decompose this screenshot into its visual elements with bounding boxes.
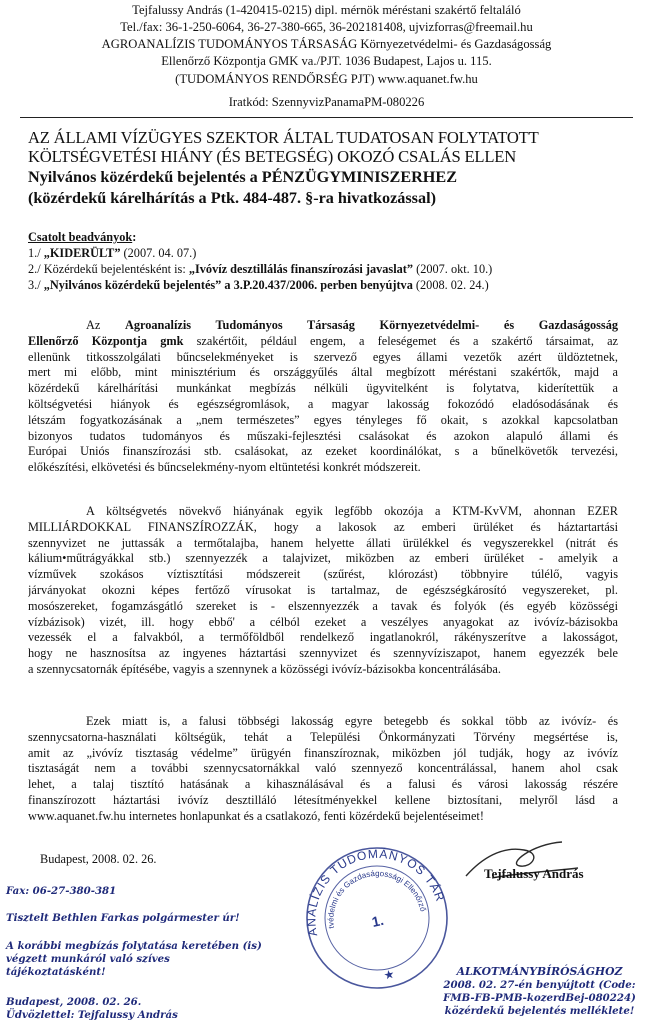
title-line-1: AZ ÁLLAMI VÍZÜGYES SZEKTOR ÁLTAL TUDATOSAN FOLYTATOTT bbox=[28, 128, 539, 147]
attachments-heading-text: Csatolt beadványok bbox=[28, 230, 133, 244]
handwritten-message-line-1: A korábbi megbízás folytatása keretében (is) bbox=[6, 940, 262, 952]
header-line-contact: Tel./fax: 36-1-250-6064, 36-27-380-665, 36-202181408, ujvizforras@freemail.hu bbox=[120, 20, 533, 34]
header-line-organization: AGROANALÍZIS TUDOMÁNYOS TÁRSASÁG Környezetvédelmi- és Gazdaságosság bbox=[101, 37, 552, 51]
paragraph-line bbox=[28, 334, 618, 350]
paragraph-line: mosószereket, fogamzásgátló szereket is - elszennyezzék a tavak és folyók (és egyéb közösségi bbox=[28, 598, 618, 613]
body-paragraph-2 bbox=[28, 504, 618, 678]
paragraph-line bbox=[28, 318, 618, 334]
subtitle-line-2: (közérdekű kárelhárítás a Ptk. 484-487. §-ra hivatkozással) bbox=[28, 189, 436, 207]
paragraph-line: Európai Uniós finanszírozási stb. csalásokat, az ezeket koordinálókat, s a bűnelkövetők tervezési, bbox=[28, 444, 618, 459]
handwritten-court-line-3: FMB-FB-PMB-kozerdBej-080224) bbox=[443, 992, 636, 1004]
header-divider bbox=[20, 117, 633, 118]
body-paragraph-1 bbox=[28, 318, 618, 476]
attachment-item-2 bbox=[28, 262, 492, 278]
attachments-heading bbox=[28, 230, 136, 246]
attachment-item-3-date: (2008. 02. 24.) bbox=[412, 278, 489, 292]
attachment-item-1-date: (2007. 04. 07.) bbox=[120, 246, 197, 260]
handwritten-date: Budapest, 2008. 02. 26. bbox=[6, 996, 142, 1008]
signature-name: Tejfalussy András bbox=[484, 866, 584, 881]
attachment-item-2-title: „Ivóvíz desztillálás finanszírozási javaslat” bbox=[188, 262, 414, 276]
paragraph-line: lehet, a talaj tisztító hatásának a kihasználásával és a falusi és városi lakosság részére bbox=[28, 777, 618, 792]
handwritten-regards: Üdvözlettel: Tejfalussy András bbox=[6, 1009, 178, 1021]
attachment-item-2-date: (2007. okt. 10.) bbox=[413, 262, 493, 276]
paragraph-line: járványokat okozni képes fertőző vírusokat is tartalmaz, de egészségkárosító vegyszereket, pl. bbox=[28, 582, 618, 597]
paragraph-line: szennycsatorna-használati költségük, tehát a Települési Önkormányzati Törvény megsértése is, bbox=[28, 729, 618, 744]
header-line-document-code: Iratkód: SzennyvizPanamaPM-080226 bbox=[228, 95, 425, 109]
paragraph-line: ellenünk titkosszolgálati bűncselekményeket is szervező egyes állami vezetők azért üldöztetnek, bbox=[28, 349, 618, 364]
paragraph-line: amit az „ivóvíz tisztaság védelme” ürügyén finanszíroznak, miközben jól tudják, hogy az ivóvíz bbox=[28, 745, 618, 760]
handwritten-court-line-4: közérdekű bejelentés melléklete! bbox=[444, 1005, 635, 1017]
paragraph-line: kálium•műtrágyákkal stb.) szennyezzék a talajvizet, miközben az emberi ürüléket - amelyik a bbox=[28, 551, 618, 566]
paragraph-line: a szennycsatornák építésébe, vagyis a szennynek a közösségi ivóvíz-bázisokba koncentrálásába. bbox=[28, 661, 501, 676]
paragraph-line: Ezek miatt is, a falusi többségi lakosság egyre betegebb és sokkal több az ivóvíz- és bbox=[86, 714, 618, 728]
title-line-2: KÖLTSÉGVETÉSI HIÁNY (ÉS BETEGSÉG) OKOZÓ CSALÁS ELLEN bbox=[28, 147, 516, 166]
attachment-item-3-title: „Nyilvános közérdekű bejelentés” a 3.P.20.437/2006. perben benyújtva bbox=[43, 278, 413, 292]
attachment-item-3-number: 3./ bbox=[28, 278, 44, 292]
handwritten-message-line-3: tájékoztatásként! bbox=[6, 966, 106, 978]
attachment-item-1-title: „KIDERÜLT” bbox=[43, 246, 121, 260]
handwritten-fax: Fax: 06-27-380-381 bbox=[6, 885, 117, 897]
place-and-date: Budapest, 2008. 02. 26. bbox=[40, 852, 157, 866]
body-paragraph-3 bbox=[28, 714, 618, 825]
header-line-author: Tejfalussy András (1-420415-0215) dipl. mérnök méréstani szakértő feltaláló bbox=[132, 3, 521, 17]
paragraph-text: Az bbox=[86, 318, 125, 332]
paragraph-line: A költségvetés növekvő hiányának egyik legfőbb okozója a KTM-KvVM, ahonnan EZER bbox=[86, 504, 618, 518]
paragraph-line: költségvetési hiányok és egészségromlások, a magyar lakosság fokozódó eladósodásának és bbox=[28, 396, 618, 411]
paragraph-text: szakértőit, például engem, a feleségemet és a szakértő társaimat, az bbox=[183, 333, 618, 348]
paragraph-line: bizonyos tudatos tudományos és műszaki-fejlesztési csalásokat és azokon alapuló állami és bbox=[28, 428, 618, 443]
subtitle-line-1: Nyilvános közérdekű bejelentés a PÉNZÜGYMINISZERHEZ bbox=[28, 168, 457, 186]
paragraph-line: www.aquanet.fw.hu internetes honlapunkat és a csatlakozó, fenti közérdekű bejelentéseimet! bbox=[28, 808, 484, 823]
paragraph-line: MILLIÁRDOKKAL FINANSZÍROZZÁK, hogy a lakosok az emberi ürüléket és háztartartási bbox=[28, 519, 618, 534]
stamp-outer-text: AGROANALÍZIS TUDOMÁNYOS TÁRSASÁG bbox=[304, 846, 448, 938]
paragraph-line: szennyvizet ne juttassák a termőtalajba, hanem helyette állati ürülékkel és vegyszerekkel (nitrát és bbox=[28, 535, 618, 550]
paragraph-line: tisztaságát nem a további szennycsatornákkal való szennyező koncentrálással, hanem ahol csak bbox=[28, 761, 618, 776]
header-line-address: Ellenőrző Központja GMK va./PJT. 1036 Budapest, Lajos u. 115. bbox=[161, 54, 492, 68]
attachment-item-2-number: 2./ Közérdekű bejelentésként is: bbox=[28, 262, 189, 276]
header-line-website: (TUDOMÁNYOS RENDŐRSÉG PJT) www.aquanet.fw.hu bbox=[175, 72, 478, 86]
paragraph-line: finanszírozott háztartási ivóvíz desztilláló létesítményekkel kellene biztosítani, melyről lásd a bbox=[28, 792, 618, 807]
organization-name: Agroanalízis Tudományos Társaság Környezetvédelmi- és Gazdaságosság bbox=[124, 318, 618, 332]
paragraph-line: létszám fogyatkozásának a „nem természetes” egyes tényleges fő okait, s azokkal kapcsolatban bbox=[28, 412, 618, 427]
attachments-heading-colon: : bbox=[132, 230, 137, 244]
attachment-item-1-number: 1./ bbox=[28, 246, 44, 260]
handwritten-court-title: ALKOTMÁNYBÍRÓSÁGHOZ bbox=[456, 965, 623, 978]
attachment-item-1 bbox=[28, 246, 196, 262]
organization-name: Ellenőrző Központja gmk bbox=[28, 333, 184, 348]
stamp-number: 1. bbox=[370, 911, 386, 930]
paragraph-line: előkészítési, elkövetési és bűncselekmény-nyom eltüntetési konkrét módszereit. bbox=[28, 460, 421, 475]
stamp-inner-text: Környezetvédelmi és Gazdaságossági Ellenőrző bbox=[326, 868, 428, 930]
paragraph-line: hogy ne hasznosítsa az ingyenes háztartási szennyvizet és szennyvíziszapot, hanem egyezzék bele bbox=[28, 646, 618, 661]
handwritten-greeting: Tisztelt Bethlen Farkas polgármester úr! bbox=[6, 912, 240, 924]
paragraph-line: vízművek szokásos víztisztítási módszereit (szűrést, klórozást) többnyire túlélő, vagyis bbox=[28, 567, 618, 582]
paragraph-line: vezessék el a falvakból, a termőföldből rendelkező ingatlanokról, rákényszerítve a lakosságot, bbox=[28, 630, 618, 645]
paragraph-line: közérdekű kárelhárítási munkánkat megbízás nélküli ügyvitelként is folytatva, kiderítettük a bbox=[28, 381, 618, 396]
handwritten-message-line-2: végzett munkáról való szíves bbox=[6, 953, 170, 965]
attachment-item-3 bbox=[28, 278, 489, 294]
paragraph-line: vízbázisok) vizét, ill. hogy ebbő' a célból ezeket a veszélyes anyagokat az ivóvíz-bázisokba bbox=[28, 614, 618, 629]
stamp-star-icon: ★ bbox=[382, 966, 396, 983]
handwritten-court-line-2: 2008. 02. 27-én benyújtott (Code: bbox=[443, 979, 636, 991]
paragraph-line: mert mi előbb, mint minisztérium és országgyűlés által megbízott méréstani szakértők, majd a bbox=[28, 365, 618, 380]
